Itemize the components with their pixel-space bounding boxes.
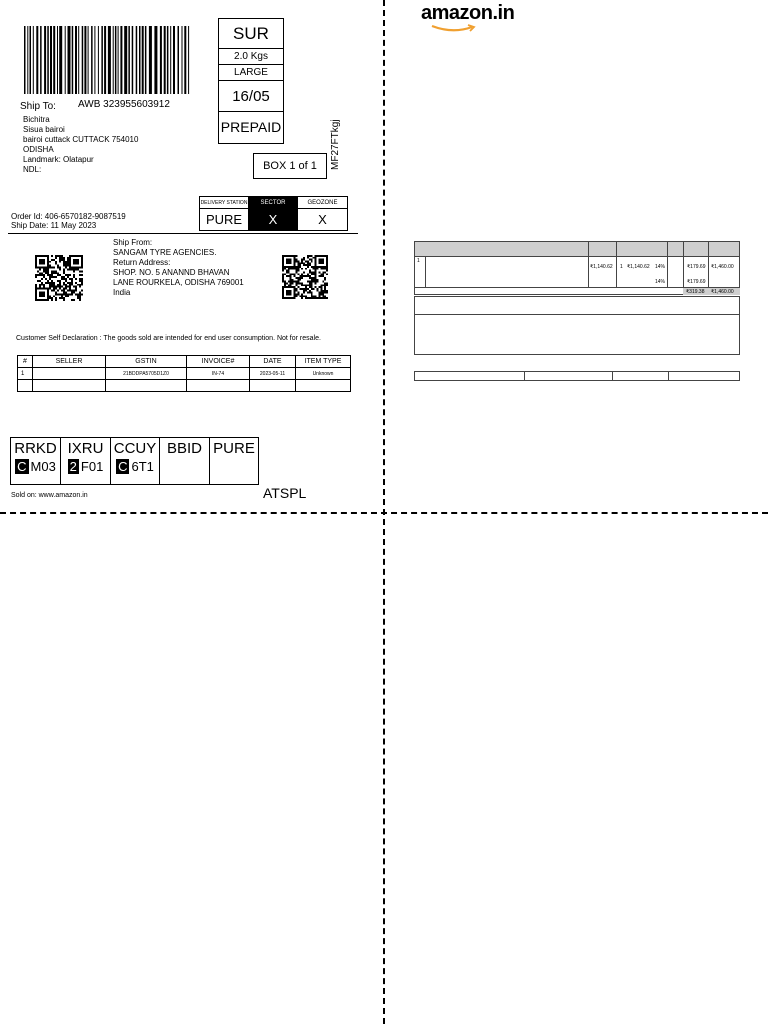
route-code-cell — [160, 438, 210, 484]
return-line: LANE ROURKELA, ODISHA 769001 — [113, 278, 244, 287]
invoice-header-row — [415, 242, 739, 257]
package-size: LARGE — [219, 65, 283, 81]
seller-table-cell: 1 — [18, 368, 33, 380]
route-code: RRKD — [14, 440, 57, 457]
customer-declaration: Customer Self Declaration : The goods sold are intended for end user consumption. Not for resale. — [16, 335, 321, 342]
invoice-cell-tax-rate: 14% — [655, 264, 666, 270]
route-badge: C — [17, 459, 27, 474]
geozone-value: X — [298, 209, 348, 231]
awb-number: AWB 323955603912 — [78, 99, 170, 110]
address-line: bairoi cuttack CUTTACK 754010 — [23, 135, 139, 144]
seller-table-header: GSTIN — [106, 356, 187, 368]
service-code-box — [218, 18, 284, 144]
delivery-station-label: DELIVERY STATION — [200, 197, 249, 209]
qr-code-left — [35, 255, 83, 301]
route-code: PURE — [213, 440, 255, 457]
package-weight: 2.0 Kgs — [219, 49, 283, 65]
invoice-total-tax: ₹319.38 — [686, 289, 705, 295]
address-line: Landmark: Olatapur — [23, 155, 94, 164]
address-line: Sisua bairoi — [23, 125, 65, 134]
seller-table-header: SELLER — [33, 356, 106, 368]
service-code: SUR — [219, 19, 283, 49]
awb-barcode — [24, 26, 190, 94]
seller-table — [17, 355, 351, 392]
box-count: BOX 1 of 1 — [253, 153, 327, 179]
route-code: CCUY — [113, 440, 157, 457]
invoice-cell-tax-rate: 14% — [655, 279, 666, 285]
date-code: 16/05 — [219, 81, 283, 112]
route-code-cell — [11, 438, 61, 484]
invoice-cell-total: ₹1,460.00 — [711, 264, 734, 270]
route-code: BBID — [166, 440, 202, 457]
route-code-cell — [111, 438, 160, 484]
invoice-items-table — [414, 241, 740, 295]
return-line: SHOP. NO. 5 ANANND BHAVAN — [113, 268, 230, 277]
return-title: Return Address: — [113, 258, 171, 267]
route-code: IXRU — [67, 440, 104, 457]
ship-from-name: SANGAM TYRE AGENCIES. — [113, 248, 217, 257]
qr-code-right — [282, 255, 328, 299]
vertical-code: MF27FTkgj — [330, 119, 341, 170]
invoice-cell-sl: 1 — [417, 258, 420, 264]
ship-to-address — [23, 115, 138, 175]
ship-date: Ship Date: 11 May 2023 — [11, 221, 97, 230]
seller-table-header: ITEM TYPE — [296, 356, 351, 368]
invoice-cell-net-amount: ₹1,140.62 — [627, 264, 650, 270]
section-divider — [8, 233, 358, 234]
seller-table-cell — [33, 368, 106, 380]
amazon-smile-icon — [430, 24, 476, 33]
route-badge: 2 — [69, 459, 77, 474]
invoice-grand-total: ₹1,460.00 — [711, 289, 734, 295]
amazon-logo — [421, 2, 514, 25]
horizontal-cut-line — [0, 512, 768, 514]
seller-table-cell: IN-74 — [187, 368, 250, 380]
sold-on: Sold on: www.amazon.in — [11, 492, 88, 499]
order-id: Order Id: 406-6570182-9087519 — [11, 212, 126, 221]
invoice-cell-qty: 1 — [620, 264, 623, 270]
seller-table-header: INVOICE# — [187, 356, 250, 368]
address-line: Bichitra — [23, 115, 50, 124]
seller-table-cell: 21BDDPA5705D1Z0 — [106, 368, 187, 380]
sector-label: SECTOR — [249, 197, 298, 209]
seller-table-cell: Unknown — [296, 368, 351, 380]
return-line: India — [113, 288, 131, 297]
invoice-words-box — [414, 296, 740, 355]
route-subcode: F01 — [80, 459, 104, 474]
payment-type: PREPAID — [220, 119, 282, 135]
route-subcode: 6T1 — [131, 459, 154, 474]
table-row — [18, 368, 351, 380]
ship-from-title: Ship From: — [113, 238, 153, 247]
delivery-station-value: PURE — [200, 209, 249, 231]
delivery-station-table — [199, 196, 348, 231]
route-subcode: M03 — [30, 459, 56, 474]
route-codes — [10, 437, 259, 485]
invoice-footer-table — [414, 371, 740, 381]
seller-table-cell: 2023-05-11 — [250, 368, 296, 380]
route-code-cell — [210, 438, 258, 484]
invoice-cell-tax-amount: ₹179.69 — [687, 264, 706, 270]
route-code-cell — [61, 438, 111, 484]
table-row — [18, 380, 351, 392]
invoice-cell-unit-price: ₹1,140.62 — [590, 264, 613, 270]
seller-table-header: # — [18, 356, 33, 368]
amazon-logo-text: amazon.in — [421, 2, 515, 24]
geozone-label: GEOZONE — [298, 197, 348, 209]
ship-to-title: Ship To: — [20, 101, 56, 112]
carrier-code: ATSPL — [263, 485, 307, 501]
address-line: NDL: — [23, 165, 42, 174]
address-line: ODISHA — [23, 145, 54, 154]
invoice-cell-tax-amount: ₹179.69 — [687, 279, 706, 285]
seller-table-header: DATE — [250, 356, 296, 368]
sector-value: X — [249, 209, 298, 231]
ship-from-block — [113, 238, 244, 298]
route-badge: C — [118, 459, 128, 474]
